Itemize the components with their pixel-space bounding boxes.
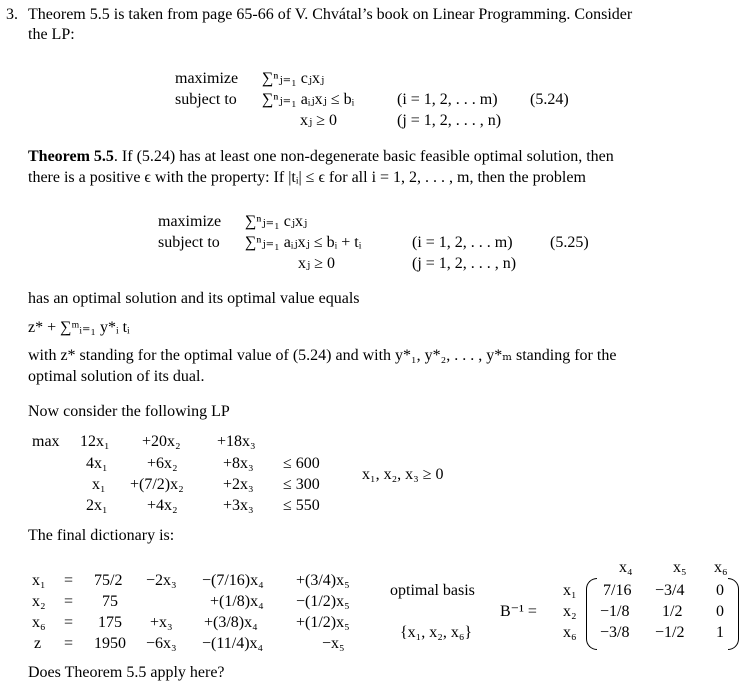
nonneg-index: (j = 1, 2, . . . , n) bbox=[397, 112, 502, 129]
equation-number: (5.24) bbox=[530, 91, 569, 108]
dict-cell: x₆ bbox=[32, 614, 46, 631]
dict-cell: +x₃ bbox=[150, 614, 173, 631]
matrix-cell: 1 bbox=[716, 624, 724, 641]
dict-cell: −(11/4)x₄ bbox=[202, 635, 264, 652]
nonnegativity: xⱼ ≥ 0 bbox=[300, 112, 338, 129]
row-header: x₂ bbox=[563, 603, 577, 620]
objective: ∑ⁿⱼ₌₁ cⱼxⱼ bbox=[262, 70, 325, 87]
equation-number: (5.25) bbox=[550, 234, 589, 251]
label-subject-to: subject to bbox=[175, 91, 237, 108]
constraint-index: (i = 1, 2, . . . m) bbox=[397, 91, 498, 108]
lp-cell: ≤ 600 bbox=[283, 455, 320, 472]
optimal-value-formula: z* + ∑ᵐᵢ₌₁ y*ᵢ tᵢ bbox=[28, 319, 130, 336]
lp-cell: x₁ bbox=[92, 476, 106, 493]
label-subject-to: subject to bbox=[158, 234, 220, 251]
col-header: x₄ bbox=[619, 559, 633, 576]
obj-term: 12x₁ bbox=[80, 433, 110, 450]
dict-cell: −(1/2)x₅ bbox=[296, 593, 350, 610]
matrix-cell: −1/2 bbox=[655, 624, 685, 641]
lp-cell: +3x₃ bbox=[223, 497, 254, 514]
dict-cell: = bbox=[64, 614, 74, 631]
question: Does Theorem 5.5 apply here? bbox=[28, 664, 225, 681]
nonnegativity: xⱼ ≥ 0 bbox=[298, 255, 336, 272]
intro-line-1: Theorem 5.5 is taken from page 65-66 of V. Chvátal’s book on Linear Programming. Consider bbox=[28, 6, 633, 23]
optimal-basis-label: optimal basis bbox=[390, 582, 475, 599]
lp-cell: +8x₃ bbox=[223, 455, 254, 472]
lp-cell: ≤ 300 bbox=[283, 476, 320, 493]
after-line-3: with z* standing for the optimal value of (5.24) and with y*₁, y*₂, . . . , y*ₘ standing for the bbox=[28, 347, 617, 364]
theorem-line-1: Theorem 5.5. If (5.24) has at least one non-degenerate basic feasible optimal solution, then bbox=[28, 148, 614, 165]
problem-number: 3. bbox=[6, 6, 18, 23]
dict-cell: = bbox=[64, 635, 74, 652]
lp-cell: +6x₂ bbox=[147, 455, 178, 472]
theorem-line-2: there is a positive ϵ with the property: If |tᵢ| ≤ ϵ for all i = 1, 2, . . . , m, then the problem bbox=[28, 169, 586, 186]
lp-cell: +2x₃ bbox=[223, 476, 254, 493]
dict-cell: 75 bbox=[102, 593, 118, 610]
matrix-cell: 7/16 bbox=[603, 582, 632, 599]
matrix-cell: −3/8 bbox=[600, 624, 630, 641]
optimal-basis-set: {x₁, x₂, x₆} bbox=[400, 624, 473, 641]
lp-cell: ≤ 550 bbox=[283, 497, 320, 514]
lp-nonneg: x₁, x₂, x₃ ≥ 0 bbox=[362, 466, 444, 483]
objective: ∑ⁿⱼ₌₁ cⱼxⱼ bbox=[245, 213, 308, 230]
constraint: ∑ⁿⱼ₌₁ aᵢⱼxⱼ ≤ bᵢ + tᵢ bbox=[245, 234, 362, 251]
after-line-4: optimal solution of its dual. bbox=[28, 368, 205, 385]
col-header: x₅ bbox=[673, 559, 687, 576]
dict-cell: 75/2 bbox=[94, 572, 123, 589]
theorem-title: Theorem 5.5 bbox=[28, 148, 114, 165]
constraint: ∑ⁿⱼ₌₁ aᵢⱼxⱼ ≤ bᵢ bbox=[262, 91, 355, 108]
nonneg-index: (j = 1, 2, . . . , n) bbox=[412, 255, 517, 272]
dict-cell: +(3/8)x₄ bbox=[204, 614, 258, 631]
dict-cell: −x₅ bbox=[322, 635, 345, 652]
lp-cell: +4x₂ bbox=[147, 497, 178, 514]
dict-cell: 1950 bbox=[94, 635, 126, 652]
dict-cell: 175 bbox=[98, 614, 122, 631]
dict-cell: z bbox=[34, 635, 42, 652]
matrix-cell: −1/8 bbox=[600, 603, 630, 620]
lp-cell: 4x₁ bbox=[86, 455, 108, 472]
obj-term: +20x₂ bbox=[142, 433, 181, 450]
matrix-cell: 0 bbox=[716, 603, 724, 620]
dict-cell: = bbox=[64, 593, 74, 610]
after-line-1: has an optimal solution and its optimal value equals bbox=[28, 290, 360, 307]
intro-line-2: the LP: bbox=[28, 26, 75, 43]
col-header: x₆ bbox=[714, 559, 728, 576]
max-label: max bbox=[32, 433, 60, 450]
constraint-index: (i = 1, 2, . . . m) bbox=[412, 234, 513, 251]
dict-cell: x₂ bbox=[32, 593, 46, 610]
dict-cell: +(1/2)x₅ bbox=[296, 614, 350, 631]
obj-term: +18x₃ bbox=[217, 433, 256, 450]
left-paren bbox=[586, 578, 597, 650]
b-inverse-label: B⁻¹ = bbox=[500, 603, 537, 620]
lp-cell: +(7/2)x₂ bbox=[130, 476, 184, 493]
row-header: x₁ bbox=[563, 582, 577, 599]
label-maximize: maximize bbox=[158, 213, 222, 230]
dict-cell: x₁ bbox=[32, 572, 46, 589]
dict-cell: +(1/8)x₄ bbox=[210, 593, 264, 610]
matrix-cell: 0 bbox=[716, 582, 724, 599]
dict-cell: = bbox=[64, 572, 74, 589]
dict-cell: −6x₃ bbox=[146, 635, 177, 652]
dict-cell: +(3/4)x₅ bbox=[296, 572, 350, 589]
matrix-cell: −3/4 bbox=[655, 582, 685, 599]
lp-cell: 2x₁ bbox=[86, 497, 108, 514]
row-header: x₆ bbox=[563, 624, 577, 641]
matrix-cell: 1/2 bbox=[662, 603, 683, 620]
dict-cell: −2x₃ bbox=[146, 572, 177, 589]
right-paren bbox=[728, 578, 739, 650]
consider-line: Now consider the following LP bbox=[28, 403, 230, 420]
dict-cell: −(7/16)x₄ bbox=[202, 572, 264, 589]
label-maximize: maximize bbox=[175, 70, 239, 87]
dictionary-heading: The final dictionary is: bbox=[28, 527, 175, 544]
